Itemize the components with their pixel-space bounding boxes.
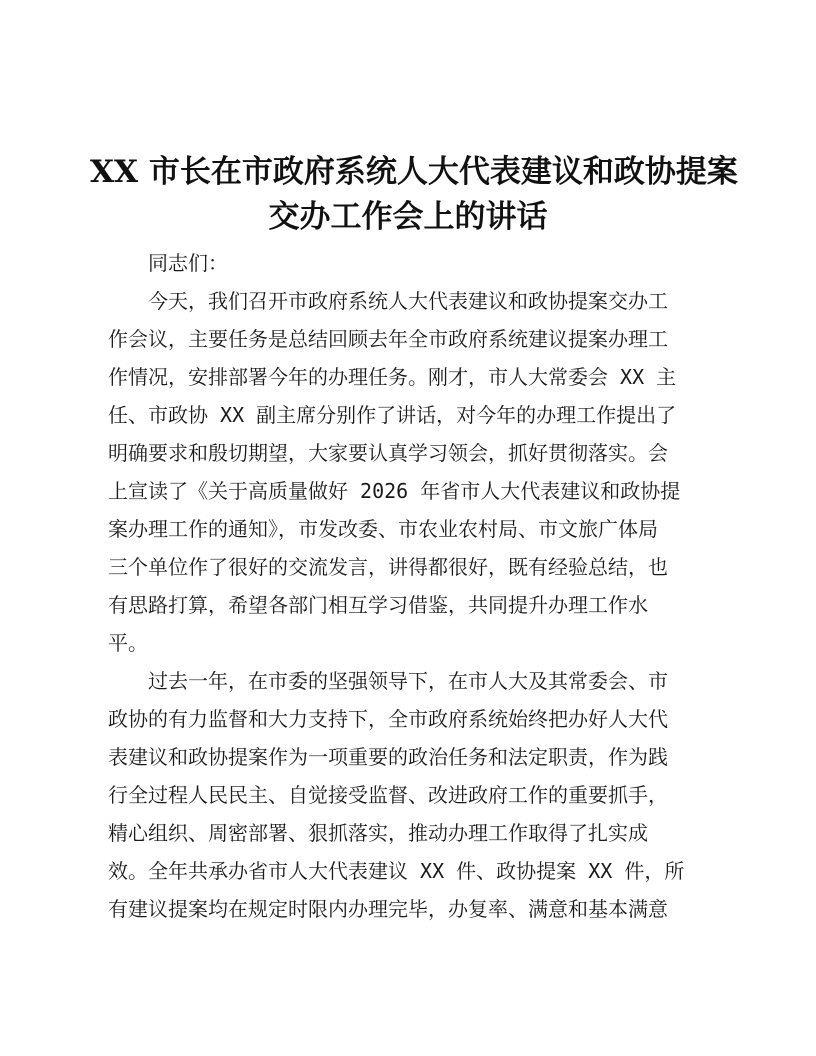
body-line: 政协的有力监督和大力支持下，全市政府系统始终把办好人大代: [108, 707, 668, 731]
body-line: 效。全年共承办省市人大代表建议 XX 件、政协提案 XX 件，所: [108, 859, 685, 883]
body-line: 精心组织、周密部署、狠抓落实，推动办理工作取得了扎实成: [108, 821, 648, 845]
body-line: 平。: [108, 631, 148, 655]
body-line: 三个单位作了很好的交流发言，讲得都很好，既有经验总结，也: [108, 555, 668, 579]
document-title-line-1: XX 市长在市政府系统人大代表建议和政协提案: [90, 154, 738, 190]
body-line: 案办理工作的通知》，市发改委、市农业农村局、市文旅广体局: [108, 517, 658, 541]
body-line: 过去一年，在市委的坚强领导下，在市人大及其常委会、市: [148, 669, 668, 693]
body-line: 行全过程人民民主、自觉接受监督、改进政府工作的重要抓手，: [108, 783, 668, 807]
body-line: 表建议和政协提案作为一项重要的政治任务和法定职责，作为践: [108, 745, 668, 769]
body-line: 作情况，安排部署今年的办理任务。刚才，市人大常委会 XX 主: [108, 365, 677, 389]
body-line: 有思路打算，希望各部门相互学习借鉴，共同提升办理工作水: [108, 593, 648, 617]
body-line: 有建议提案均在规定时限内办理完毕，办复率、满意和基本满意: [108, 897, 668, 921]
body-line: 任、市政协 XX 副主席分别作了讲话，对今年的办理工作提出了: [108, 403, 677, 427]
salutation: 同志们：: [148, 251, 228, 275]
body-line: 作会议，主要任务是总结回顾去年全市政府系统建议提案办理工: [108, 327, 668, 351]
body-line: 今天，我们召开市政府系统人大代表建议和政协提案交办工: [148, 289, 668, 313]
body-line: 上宣读了《关于高质量做好 2026 年省市人大代表建议和政协提: [108, 479, 681, 503]
document-title-line-2: 交办工作会上的讲话: [268, 199, 548, 235]
body-line: 明确要求和殷切期望，大家要认真学习领会，抓好贯彻落实。会: [108, 441, 668, 465]
